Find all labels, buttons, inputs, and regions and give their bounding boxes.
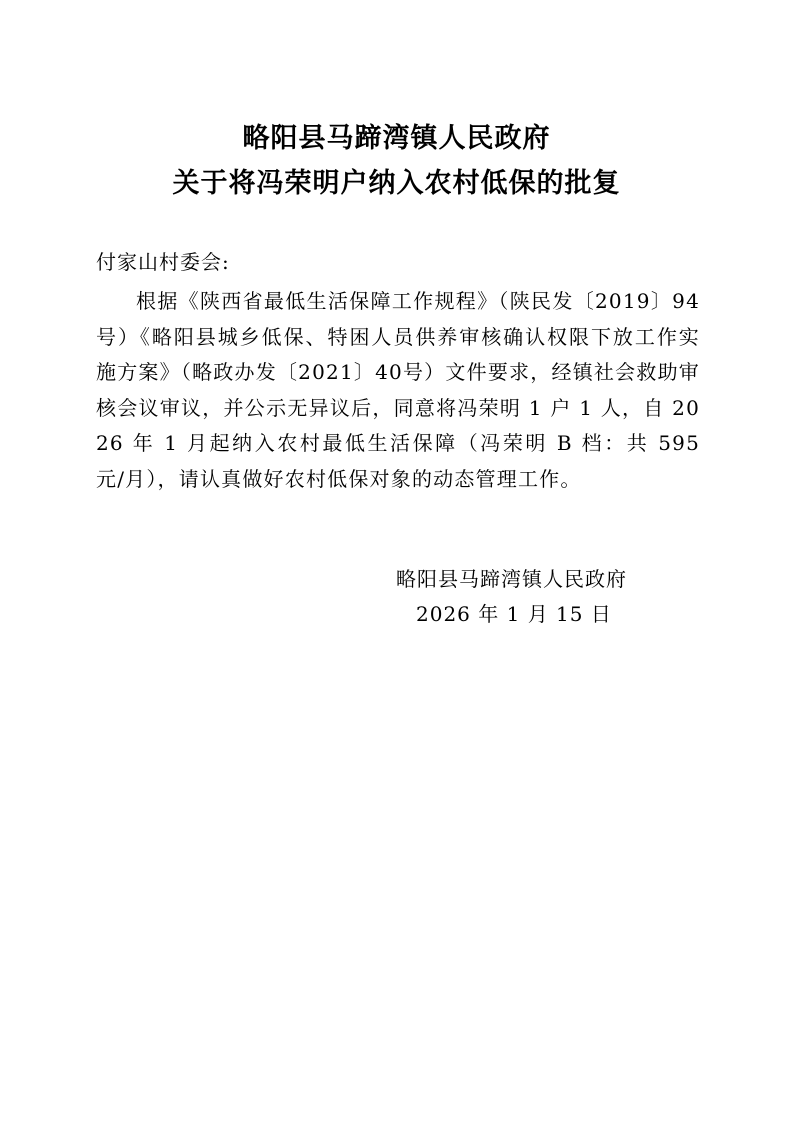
- salutation: 付家山村委会:: [96, 250, 230, 274]
- document-title-line-2: 关于将冯荣明户纳入农村低保的批复: [172, 168, 621, 199]
- issue-date: 2026 年 1 月 15 日: [416, 602, 612, 626]
- body-paragraph: 根据《陕西省最低生活保障工作规程》（陕民发〔2019〕94号）《略阳县城乡低保、特困人员供养审核确认权限下放工作实施方案》（略政办发〔2021〕40号）文件要求，经镇社会救助审核会议审议，并公示无异议后，同意将冯荣明 1 户 1 人，自 2026 年 1 月起纳入农村最低生活保障（冯荣明 B 档：共 595 元/月），请认真做好农村低保对象的动态管理工作。: [96, 289, 700, 491]
- document-title-line-1: 略阳县马蹄湾镇人民政府: [242, 123, 551, 154]
- signer-organization: 略阳县马蹄湾镇人民政府: [396, 567, 627, 591]
